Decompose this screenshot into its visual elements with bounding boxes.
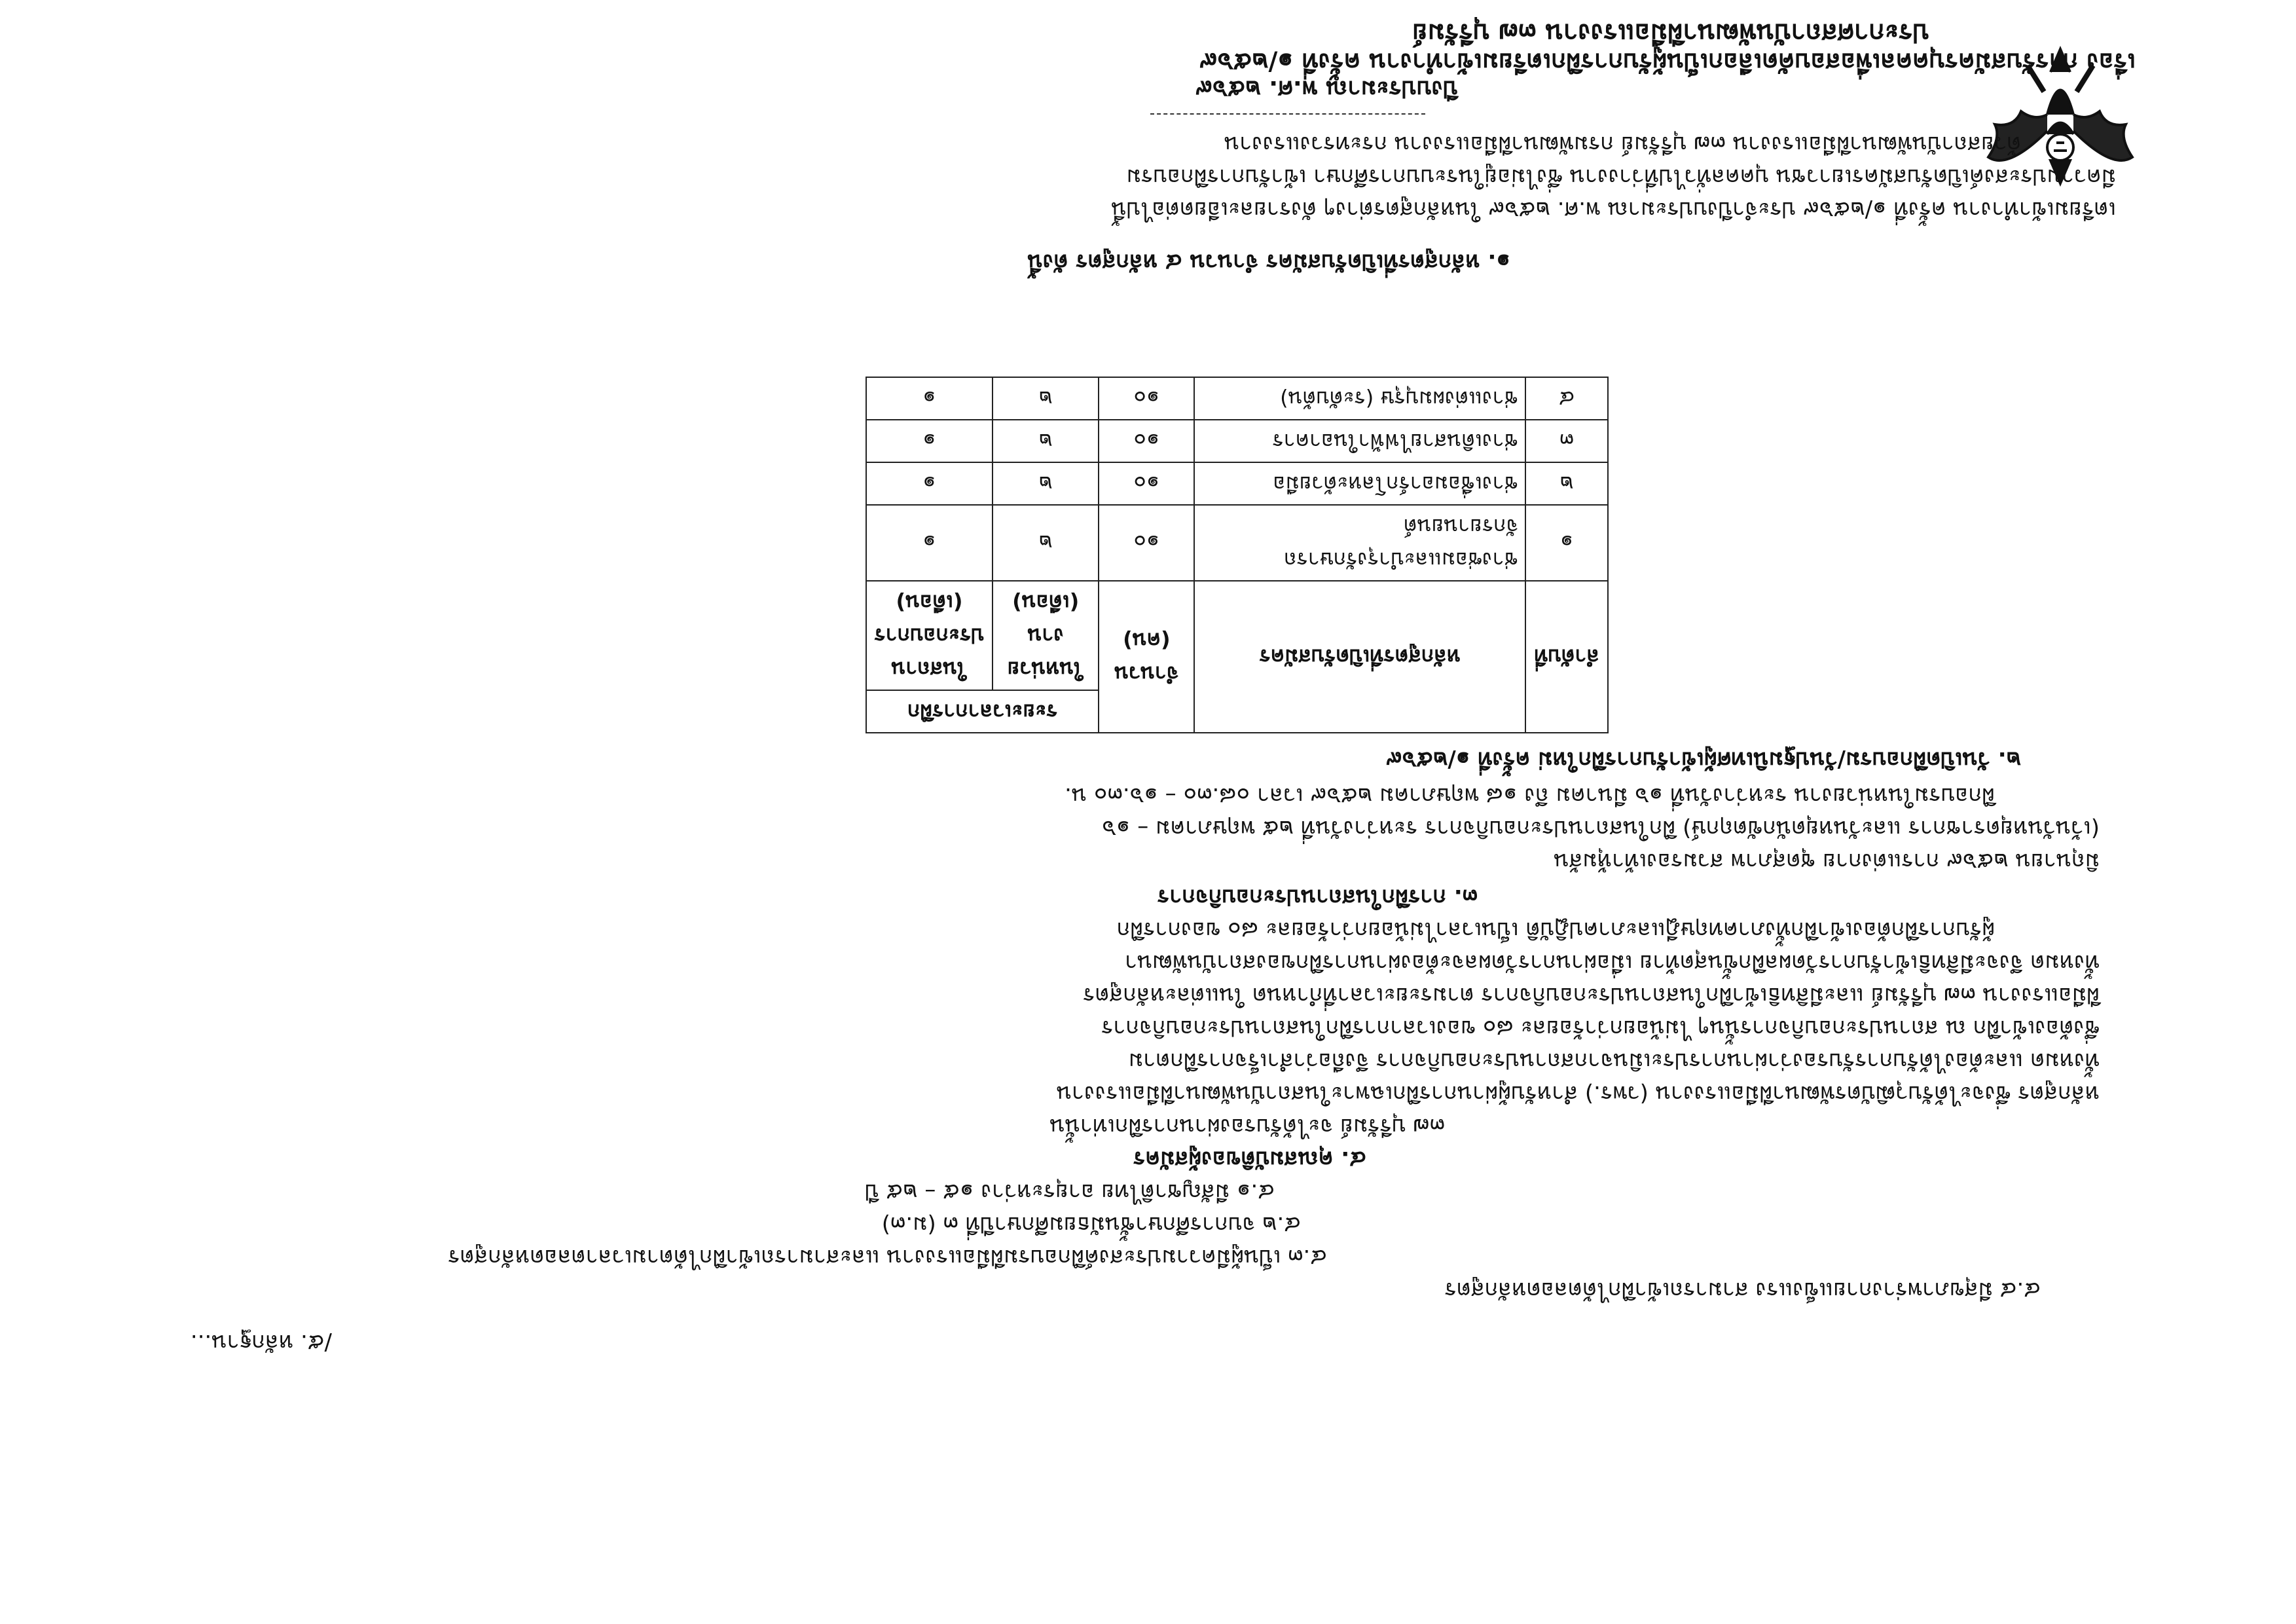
row-course: ช่างเดินสายไฟฟ้าในอาคาร — [1194, 420, 1525, 462]
table-row — [866, 377, 1608, 420]
row-in-unit: ๒ — [993, 420, 1099, 462]
row-in-unit: ๒ — [993, 377, 1099, 420]
course-table — [866, 377, 1609, 733]
row-course: ช่างแต่งผมบุรุษ (ระดับต้น) — [1194, 377, 1525, 420]
col-in-unit-header: ในหน่วยงาน (เดือน) — [993, 581, 1099, 690]
section-3-line: ทั้งหมด จึงจะมีสิทธิเข้ารับการวัดผลฝึกขั้นสุดท้าย เมื่อผ่านการวัดผลจะต้องผ่านการฝึกของสถาบันพัฒนา — [1124, 950, 2100, 976]
row-course: ช่างเชื่อมอาร์กโลหะด้วยมือ — [1194, 462, 1525, 505]
qualification-item: ๔.๔ มีสุขภาพร่างกายแข็งแรง สามารถเข้าฝึกได้ตลอดหลักสูตร — [1444, 1277, 2041, 1303]
separator-line — [1150, 113, 1425, 115]
col-no-header: ลำดับที่ — [1525, 581, 1608, 733]
section-2-line: (เว้นวันหยุดราชการ และวันหยุดนักขัตฤกษ์) ฝึกในสถานประกอบกิจการ ระหว่างวันที่ ๒๕ พฤษภาคม – ๑๖ — [1102, 815, 2100, 841]
col-duration-header: ระยะเวลาการฝึก — [866, 690, 1099, 733]
section-2-heading: ๒. วันเปิดฝึกอบรม/วันปฐมนิเทศผู้เข้ารับการฝึกใหม่ ครั้งที่ ๑/๒๕๖๙ — [1385, 747, 2021, 773]
row-in-company: ๑ — [866, 462, 993, 505]
section-1-heading: ๑. หลักสูตรที่เปิดรับสมัคร จำนวน ๔ หลักสูตร ดังนี้ — [1027, 249, 1510, 275]
section-2-line: มิถุนายน ๒๕๖๙ การแต่งกาย ชุดสุภาพ สวมรองเท้าหุ้มส้น — [1554, 848, 2100, 874]
row-count: ๑๐ — [1099, 377, 1194, 420]
section-3-line: ทั้งหมด และต้องได้รับการรับรองว่าผ่านการประเมินจากสถานประกอบกิจการ จึงถือว่าสำเร็จการฝึกตาม — [1128, 1048, 2100, 1074]
qualification-item: ๔.๑ มีสัญชาติไทย อายุระหว่าง ๑๕ – ๒๕ ปี — [865, 1179, 1275, 1205]
fiscal-year: ปีงบประมาณ พ.ศ. ๒๕๖๙ — [1195, 75, 1458, 102]
section-3-line: ผู้รับการฝึกต้องเข้าฝึกทั้งภาคทฤษฎีและภาคปฏิบัติ เป็นเวลาไม่น้อยกว่าร้อยละ ๘๐ ของการฝึก — [1116, 917, 1995, 943]
section-2-line: ฝึกอบรมในหน่วยงาน ระหว่างวันที่ ๑๖ มีนาคม ถึง ๑๘ พฤษภาคม ๒๕๖๙ เวลา ๐๘.๓๐ – ๑๖.๓๐ น. — [1065, 783, 1995, 809]
table-row — [866, 420, 1608, 462]
table-row — [866, 462, 1608, 505]
intro-line: เตรียมเข้าทำงาน ครั้งที่ ๑/๒๕๖๙ ประจำปีงบประมาณ พ.ศ. ๒๕๖๙ ในหลักสูตรต่างๆ ดังรายละเอียดต่อไปนี้ — [1111, 196, 2116, 223]
row-in-company: ๑ — [866, 505, 993, 581]
section-4-heading: ๔. คุณสมบัติของผู้สมัคร — [1133, 1146, 1366, 1172]
row-course: ช่างซ่อมและบำรุงรักษารถจักรยานยนต์ — [1194, 505, 1525, 581]
section-3-line: ๓๗ บุรีรัมย์ จะได้รับรองผ่านการฝึกเท่านั้น — [1049, 1113, 1445, 1139]
col-in-company-header: ในสถานประกอบการ (เดือน) — [866, 581, 993, 690]
row-in-company: ๑ — [866, 420, 993, 462]
col-count-header: จำนวน (คน) — [1099, 581, 1194, 733]
row-no: ๒ — [1525, 462, 1608, 505]
section-3-line: ฝีมือแรงงาน ๓๗ บุรีรัมย์ และมีสิทธิเข้าฝึกในสถานประกอบกิจการ ตามระยะเวลาที่กำหนด ในแต่ละหลักสูตร — [1083, 982, 2100, 1008]
row-count: ๑๐ — [1099, 462, 1194, 505]
row-in-unit: ๒ — [993, 462, 1099, 505]
announcement-subject: เรื่อง การรับสมัครบุคคลเพื่อสอบคัดเลือกเป็นผู้รับการฝึกเตรียมเข้าทำงาน ครั้งที่ ๑/๒๕๖๙ — [1199, 48, 2136, 77]
row-count: ๑๐ — [1099, 505, 1194, 581]
section-3-line: หลักสูตร ซึ่งจะได้รับวุฒิบัตรพัฒนาฝีมือแรงงาน (วพร.) สำหรับผู้ผ่านการฝึกเฉพาะในสถาบันพัฒนาฝีมือแรงงาน — [1056, 1080, 2100, 1107]
table-row — [866, 505, 1608, 581]
intro-line: ด้วยสถาบันพัฒนาฝีมือแรงงาน ๓๗ บุรีรัมย์ กรมพัฒนาฝีมือแรงงาน กระทรวงแรงงาน — [1224, 131, 2021, 157]
table-header-row — [866, 690, 1608, 733]
row-no: ๓ — [1525, 420, 1608, 462]
section-3-line: ซึ่งต้องเข้าฝึก ณ สถานประกอบกิจการนั้นๆ ไม่น้อยกว่าร้อยละ ๘๐ ของเวลาการฝึกในสถานประกอบกิจการ — [1101, 1015, 2100, 1041]
row-in-company: ๑ — [866, 377, 993, 420]
qualification-item: ๔.๓ เป็นผู้มีความประสงค์ฝึกอบรมฝีมือแรงงาน และสามารถเข้าฝึกได้ตามเวลาตลอดหลักสูตร — [448, 1244, 1327, 1270]
row-no: ๑ — [1525, 505, 1608, 581]
row-in-unit: ๒ — [993, 505, 1099, 581]
row-no: ๔ — [1525, 377, 1608, 420]
row-count: ๑๐ — [1099, 420, 1194, 462]
col-course-header: หลักสูตรที่เปิดรับสมัคร — [1194, 581, 1525, 733]
page-continuation: /๕. หลักฐาน... — [190, 1329, 332, 1356]
intro-line: มีความประสงค์เปิดรับสมัครเยาวชน บุคคลทั่วไปที่ว่างงาน ซึ่งไม่อยู่ในระบบการศึกษา เข้ารับการฝึกอบรม — [1126, 164, 2116, 190]
qualification-item: ๔.๒ จบการศึกษาชั้นมัธยมศึกษาปีที่ ๓ (ม.๓) — [881, 1211, 1301, 1238]
announcement-title: ประกาศสถาบันพัฒนาฝีมือแรงงาน ๓๗ บุรีรัมย์ — [1412, 18, 1929, 48]
section-3-heading: ๓. การฝึกในสถานประกอบกิจการ — [1157, 884, 1478, 910]
